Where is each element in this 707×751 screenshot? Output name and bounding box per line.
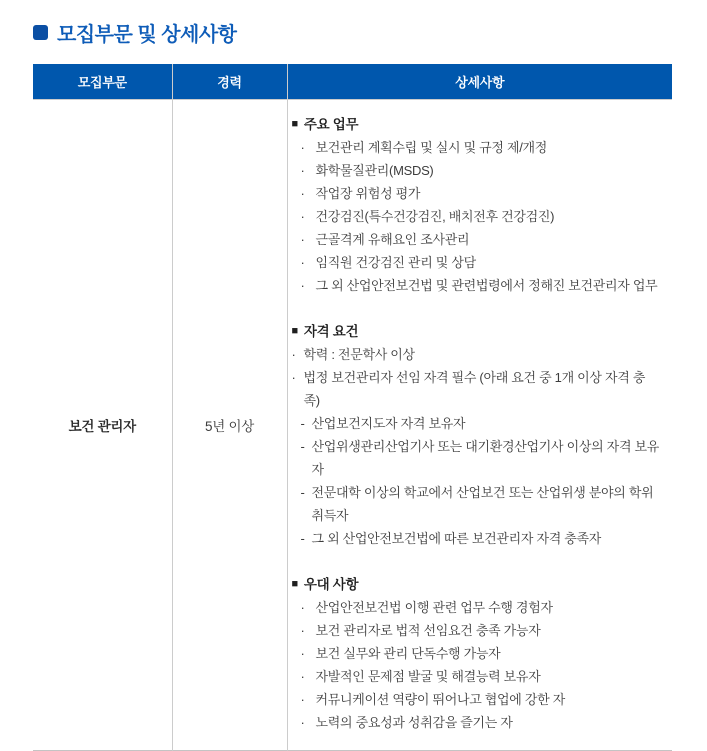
detail-item-text: 건강검진(특수건강검진, 배치전후 건강검진)	[315, 209, 555, 224]
detail-item	[292, 412, 661, 435]
detail-item-text: 보건 실무와 관리 단독수행 가능자	[315, 646, 501, 661]
title-square-bullet-icon	[33, 25, 48, 40]
dot-bullet-icon: ·	[300, 186, 305, 201]
detail-item	[292, 136, 661, 159]
detail-item-text: 화학물질관리(MSDS)	[315, 163, 434, 178]
column-header-details: 상세사항	[287, 64, 672, 100]
section-heading	[292, 320, 661, 343]
section-heading-text: 주요 업무	[303, 117, 359, 132]
detail-item-text: 작업장 위험성 평가	[315, 186, 421, 201]
recruitment-table	[33, 64, 672, 751]
dot-bullet-icon: ·	[300, 255, 305, 270]
details-section	[292, 573, 661, 734]
detail-item-text: 보건관리 계획수립 및 실시 및 규정 제/개정	[315, 140, 548, 155]
detail-item-text: 그 외 산업안전보건법 및 관련법령에서 정해진 보건관리자 업무	[315, 278, 658, 293]
dot-bullet-icon: ·	[300, 600, 305, 615]
details-section	[292, 320, 661, 550]
dot-bullet-icon: ·	[300, 163, 305, 178]
dot-bullet-icon: ·	[300, 715, 305, 730]
detail-item	[292, 205, 661, 228]
details-section	[292, 113, 661, 297]
detail-item	[292, 619, 661, 642]
detail-item-text: 임직원 건강검진 관리 및 상담	[315, 255, 476, 270]
dot-bullet-icon: ·	[300, 232, 305, 247]
detail-item-text: 커뮤니케이션 역량이 뛰어나고 협업에 강한 자	[315, 692, 565, 707]
section-heading	[292, 113, 661, 136]
dash-bullet-icon: -	[300, 485, 305, 500]
detail-item-text: 자발적인 문제점 발굴 및 해결능력 보유자	[315, 669, 541, 684]
experience-cell: 5년 이상	[172, 100, 287, 751]
detail-item	[292, 228, 661, 251]
detail-item-text: 산업보건지도자 자격 보유자	[311, 416, 466, 431]
dot-bullet-icon: ·	[300, 646, 305, 661]
dot-bullet-icon: ·	[291, 370, 296, 385]
square-bullet-icon: ■	[291, 118, 298, 130]
page-title-text: 모집부문 및 상세사항	[57, 24, 237, 46]
dot-bullet-icon: ·	[300, 669, 305, 684]
detail-item	[292, 435, 661, 481]
dot-bullet-icon: ·	[291, 347, 296, 362]
page-title	[33, 18, 707, 47]
detail-item	[292, 665, 661, 688]
detail-item	[292, 688, 661, 711]
dash-bullet-icon: -	[300, 416, 305, 431]
table-header-row	[33, 64, 672, 100]
column-header-category: 모집부문	[33, 64, 172, 100]
detail-item	[292, 366, 661, 412]
section-heading	[292, 573, 661, 596]
detail-item-text: 노력의 중요성과 성취감을 즐기는 자	[315, 715, 513, 730]
detail-item	[292, 596, 661, 619]
dot-bullet-icon: ·	[300, 209, 305, 224]
detail-item	[292, 159, 661, 182]
category-cell: 보건 관리자	[33, 100, 172, 751]
detail-item-text: 법정 보건관리자 선임 자격 필수 (아래 요건 중 1개 이상 자격 충족)	[303, 370, 646, 408]
detail-item-text: 보건 관리자로 법적 선임요건 충족 가능자	[315, 623, 541, 638]
detail-item	[292, 343, 661, 366]
section-heading-text: 우대 사항	[303, 577, 359, 592]
section-heading-text: 자격 요건	[303, 324, 359, 339]
detail-item	[292, 642, 661, 665]
dot-bullet-icon: ·	[300, 623, 305, 638]
detail-item	[292, 527, 661, 550]
details-cell	[287, 100, 672, 751]
detail-item	[292, 711, 661, 734]
details-sections	[292, 113, 661, 734]
dot-bullet-icon: ·	[300, 140, 305, 155]
dash-bullet-icon: -	[300, 531, 305, 546]
dash-bullet-icon: -	[300, 439, 305, 454]
detail-item	[292, 251, 661, 274]
detail-item	[292, 182, 661, 205]
detail-item-text: 그 외 산업안전보건법에 따른 보건관리자 자격 충족자	[311, 531, 602, 546]
detail-item	[292, 481, 661, 527]
detail-item	[292, 274, 661, 297]
dot-bullet-icon: ·	[300, 692, 305, 707]
detail-item-text: 산업안전보건법 이행 관련 업무 수행 경험자	[315, 600, 553, 615]
table-row	[33, 100, 672, 751]
detail-item-text: 전문대학 이상의 학교에서 산업보건 또는 산업위생 분야의 학위 취득자	[311, 485, 654, 523]
square-bullet-icon: ■	[291, 578, 298, 590]
dot-bullet-icon: ·	[300, 278, 305, 293]
detail-item-text: 학력 : 전문학사 이상	[303, 347, 415, 362]
detail-item-text: 근골격계 유해요인 조사관리	[315, 232, 470, 247]
column-header-experience: 경력	[172, 64, 287, 100]
square-bullet-icon: ■	[291, 325, 298, 337]
detail-item-text: 산업위생관리산업기사 또는 대기환경산업기사 이상의 자격 보유자	[311, 439, 660, 477]
